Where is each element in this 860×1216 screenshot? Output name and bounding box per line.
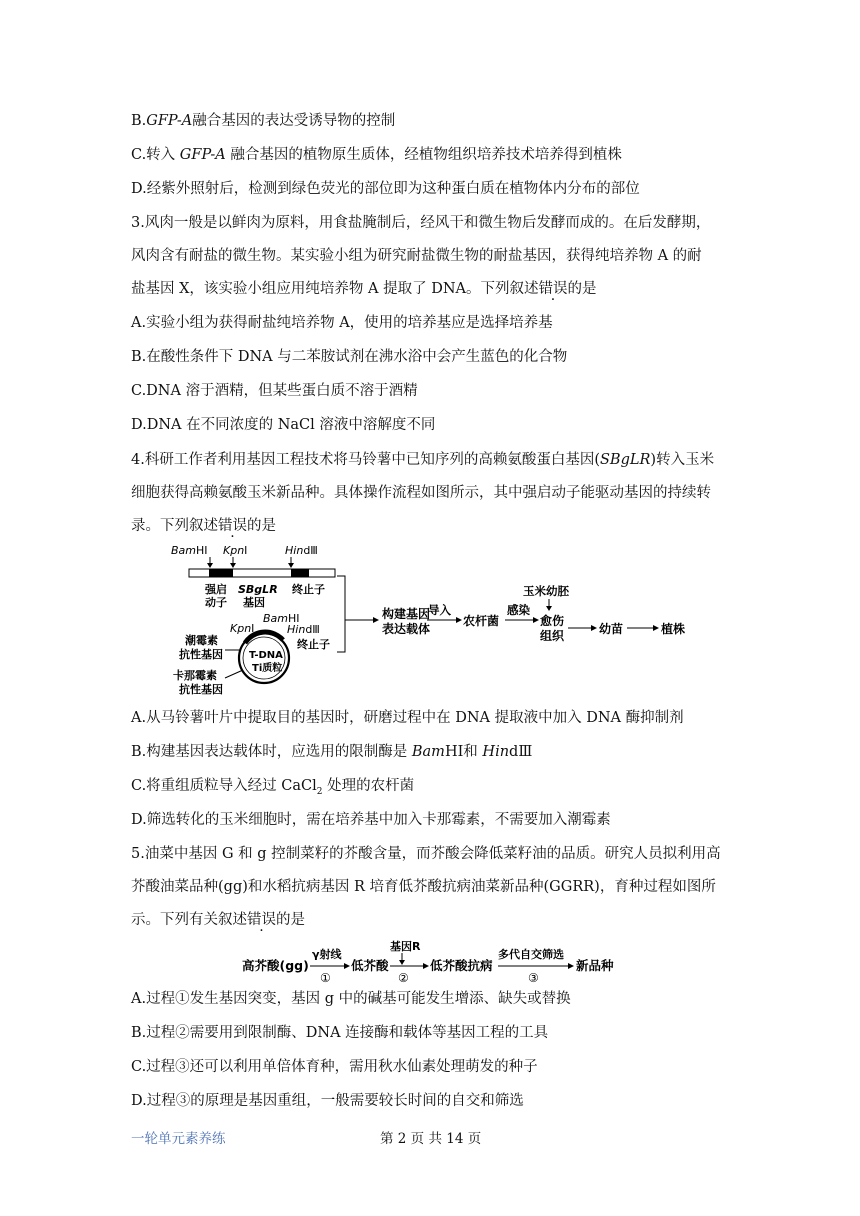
page-number: 第 2 页 共 14 页 <box>380 1131 482 1147</box>
q3-stem-line1: 3.风肉一般是以鲜肉为原料，用食盐腌制后，经风干和微生物后发酵而成的。在后发酵期， <box>131 215 711 231</box>
q2-option-c: C.转入 GFP-A 融合基因的植物原生质体，经植物组织培养技术培养得到植株 <box>131 147 622 163</box>
build-vector-label: 构建基因 <box>382 607 431 621</box>
emphasis-word: 错误 <box>218 518 247 534</box>
gene-label-2: 基因 <box>243 596 265 609</box>
q3-option-d: D.DNA 在不同浓度的 NaCl 溶液中溶解度不同 <box>131 417 436 433</box>
q4-figure <box>165 540 725 702</box>
q3-stem-line2: 风肉含有耐盐的微生物。某实验小组为研究耐盐微生物的耐盐基因，获得纯培养物 A 的耐 <box>131 248 702 264</box>
kanamycin-label-2: 抗性基因 <box>179 683 223 696</box>
step-3-label: ③ <box>528 971 539 984</box>
q2-option-b: B.GFP-A融合基因的表达受诱导物的控制 <box>131 113 396 129</box>
bamhi-label: BamHⅠ <box>171 544 208 557</box>
kanamycin-label: 卡那霉素 <box>173 669 217 682</box>
q4-stem-line3: 录。下列叙述错误的是 <box>131 518 276 534</box>
plant-label: 植株 <box>661 622 686 636</box>
kpni-label: KpnⅠ <box>223 544 248 557</box>
q4-option-b: B.构建基因表达载体时，应选用的限制酶是 BamHⅠ和 HindⅢ <box>131 744 533 760</box>
step-2-label: ② <box>398 971 409 984</box>
terminator-label: 终止子 <box>292 583 325 596</box>
gamma-ray-label: γ射线 <box>312 948 342 961</box>
q4-stem-line2: 细胞获得高赖氨酸玉米新品种。具体操作流程如图所示，其中强启动子能驱动基因的持续转 <box>131 485 711 501</box>
import-label: 导入 <box>428 603 451 617</box>
q3-option-b: B.在酸性条件下 DNA 与二苯胺试剂在沸水浴中会产生蓝色的化合物 <box>131 349 568 365</box>
new-variety-label: 新品种 <box>576 958 614 973</box>
build-vector-label-2: 表达载体 <box>382 622 431 636</box>
high-erucic-label: 高芥酸(gg) <box>242 958 309 973</box>
q4-option-d: D.筛选转化的玉米细胞时，需在培养基中加入卡那霉素，不需要加入潮霉素 <box>131 812 611 828</box>
low-erucic-resistant-label: 低芥酸抗病 <box>430 958 493 973</box>
embryo-label: 玉米幼胚 <box>523 584 569 598</box>
q5-stem-line1: 5.油菜中基因 G 和 g 控制菜籽的芥酸含量，而芥酸会降低菜籽油的品质。研究人员拟利用高 <box>131 846 721 862</box>
q5-option-b: B.过程②需要用到限制酶、DNA 连接酶和载体等基因工程的工具 <box>131 1025 549 1041</box>
q5-figure <box>240 938 620 984</box>
promoter-label-2: 动子 <box>205 596 227 609</box>
q5-option-c: C.过程③还可以利用单倍体育种，需用秋水仙素处理萌发的种子 <box>131 1059 538 1075</box>
step-1-label: ① <box>320 971 331 984</box>
q5-stem-line3: 示。下列有关叙述错误的是 <box>131 912 305 928</box>
promoter-label: 强启 <box>205 583 227 596</box>
infect-label: 感染 <box>507 603 530 617</box>
tdna-label: T-DNA <box>249 650 283 661</box>
q3-option-c: C.DNA 溶于酒精，但某些蛋白质不溶于酒精 <box>131 383 418 399</box>
plasmid-bamhi-label: BamHⅠ <box>263 612 300 625</box>
plasmid-kpni-label: KpnⅠ <box>230 622 255 635</box>
q4-stem-line1: 4.科研工作者利用基因工程技术将马铃薯中已知序列的高赖氨酸蛋白基因(SBgLR)转入玉米 <box>131 452 715 468</box>
q4-option-c: C.将重组质粒导入经过 CaCl$_2$ 处理的农杆菌 <box>131 778 415 797</box>
q5-option-d: D.过程③的原理是基因重组，一般需要较长时间的自交和筛选 <box>131 1093 524 1109</box>
plasmid-terminator-label: 终止子 <box>297 638 330 651</box>
hygromycin-label-2: 抗性基因 <box>179 648 223 661</box>
q4-option-a: A.从马铃薯叶片中提取目的基因时，研磨过程中在 DNA 提取液中加入 DNA 酶抑制剂 <box>131 710 684 726</box>
emphasis-word: 错误 <box>247 912 276 928</box>
seedling-label: 幼苗 <box>599 622 624 636</box>
emphasis-word: 错误 <box>538 281 568 297</box>
gene-label: SBgLR <box>238 583 278 596</box>
ti-label: Ti质粒 <box>252 663 283 674</box>
q3-option-a: A.实验小组为获得耐盐纯培养物 A，使用的培养基应是选择培养基 <box>131 315 553 331</box>
plasmid-hindiii-label: HindⅢ <box>287 623 320 636</box>
hygromycin-label: 潮霉素 <box>185 634 218 647</box>
callus-label-2: 组织 <box>540 629 565 643</box>
q5-stem-line2: 芥酸油菜品种(gg)和水稻抗病基因 R 培育低芥酸抗病油菜新品种(GGRR)，育种过程如图所 <box>131 879 716 895</box>
footer-title: 一轮单元素养练 <box>131 1131 226 1147</box>
low-erucic-label: 低芥酸 <box>351 958 389 973</box>
hindiii-label: HindⅢ <box>285 544 318 557</box>
gene-r-label: 基因R <box>390 940 421 953</box>
callus-label: 愈伤 <box>540 614 565 628</box>
q5-option-a: A.过程①发生基因突变，基因 g 中的碱基可能发生增添、缺失或替换 <box>131 991 571 1007</box>
agrobacterium-label: 农杆菌 <box>463 614 500 628</box>
selfing-label: 多代自交筛选 <box>498 948 564 961</box>
q3-stem-line3: 盐基因 X，该实验小组应用纯培养物 A 提取了 DNA。下列叙述错误的是 <box>131 281 597 297</box>
q2-option-d: D.经紫外照射后，检测到绿色荧光的部位即为这种蛋白质在植物体内分布的部位 <box>131 181 640 197</box>
